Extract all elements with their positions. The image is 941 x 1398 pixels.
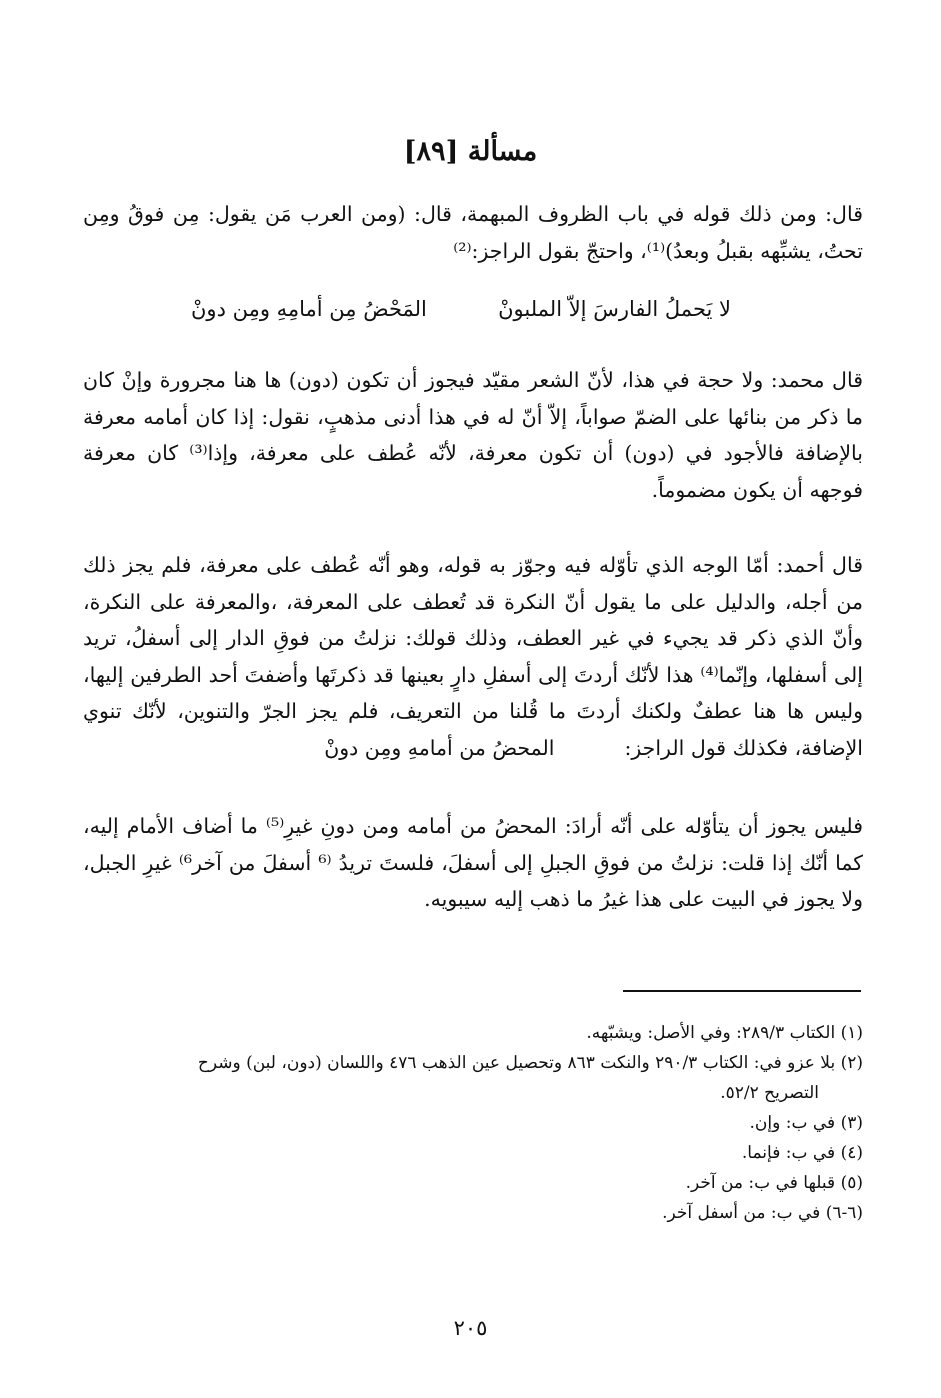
paragraph-2: قال محمد: ولا حجة في هذا، لأنّ الشعر مقيّد فيجوز أن تكون (دون) ها هنا مجرورة وإنْ كان ما ذكر من بنائها على الضمّ صواباً، إلاّ أنّ له في هذا أدنى مذهبٍ، نقول: إذا كان أمامه معرفة بالإضافة فالأجود في (دون) أن تكون معرفة، لأنّه عُطف على معرفة، وإذا⁽³⁾ كان معرفة فوجهه أن يكون مضموماً. (83, 368, 863, 502)
page-number: ٢٠٥ (453, 1316, 488, 1340)
footnote-5: (٥) قبلها في ب: من آخر. (685, 1173, 863, 1193)
footnote-4: (٤) في ب: فإنما. (741, 1143, 863, 1163)
footnote-6: (٦-٦) في ب: من أسفل آخر. (662, 1203, 863, 1223)
footnotes (83, 1018, 863, 1228)
footnote-2-text: (٢) بلا عزو في: الكتاب ٢٩٠/٣ والنكت ٨٦٣ وتحصيل عين الذهب ٤٧٦ واللسان (دون، لبن) وشرح (197, 1053, 863, 1073)
verse (191, 297, 731, 321)
footnote-2-continuation: التصريح ٥٢/٢. (720, 1083, 819, 1103)
footnote-2 (83, 1048, 863, 1108)
paragraph-3-main: قال أحمد: أمّا الوجه الذي تأوّله فيه وجوّز به قوله، وهو أنّه عُطف على معرفة، فلم يجز ذلك من أجله، والدليل على ما يقول أنّ النكرة قد تُعطف على المعرفة، ،والمعرفة على النكرة، وأنّ الذي ذكر قد يجيء في غير العطف، وذلك قولك: نزلتُ من فوقِ الدار إلى أسفلُ، تريد إلى أسفلها، وإنّما⁽⁴⁾ هذا لأنّك أردتَ إلى أسفلِ دارٍ بعينها قد ذكرتَها وأضفتَ أحد الطرفين إليها، وليس ها هنا عطفٌ ولكنك أردتَ ما قُلنا من التعريف، فلم يجز الجرّ والتنوين، لأنّك تنوي الإضافة، فكذلك قول الراجز: (83, 553, 863, 760)
paragraph-1: قال: ومن ذلك قوله في باب الظروف المبهمة، قال: (ومن العرب مَن يقول: مِن فوقُ ومِن تحتُ، يشبِّهه بقبلُ وبعدُ)⁽¹⁾، واحتجّ بقول الراجز:⁽²⁾ (83, 202, 863, 263)
footnote-3: (٣) في ب: وإن. (749, 1113, 863, 1133)
footnote-1: (١) الكتاب ٢٨٩/٣: وفي الأصل: ويشبّهه. (586, 1023, 863, 1043)
verse-second-half: المَحْضُ مِن أمامِهِ ومِن دونْ (191, 297, 427, 321)
footnote-divider (623, 990, 861, 992)
paragraph-4: فليس يجوز أن يتأوّله على أنّه أرادَ: المحضُ من أمامه ومن دونِ غيرِ⁽⁵⁾ ما أضاف الأمام إليه، كما أنّك إذا قلت: نزلتُ من فوقِ الجبلِ إلى أسفلَ، فلستَ تريدُ ⁽⁶ أسفلَ من آخر⁶⁾ غيرِ الجبل، ولا يجوز في البيت على هذا غيرُ ما ذهب إليه سيبويه. (83, 814, 863, 911)
paragraph-3 (83, 547, 863, 766)
page-title: مسألة [٨٩] (403, 136, 538, 167)
verse-first-half: لا يَحملُ الفارسَ إلاّ الملبونْ (498, 297, 731, 321)
paragraph-3-verse-quote: المحضُ من أمامهِ ومِن دونْ (324, 735, 555, 760)
